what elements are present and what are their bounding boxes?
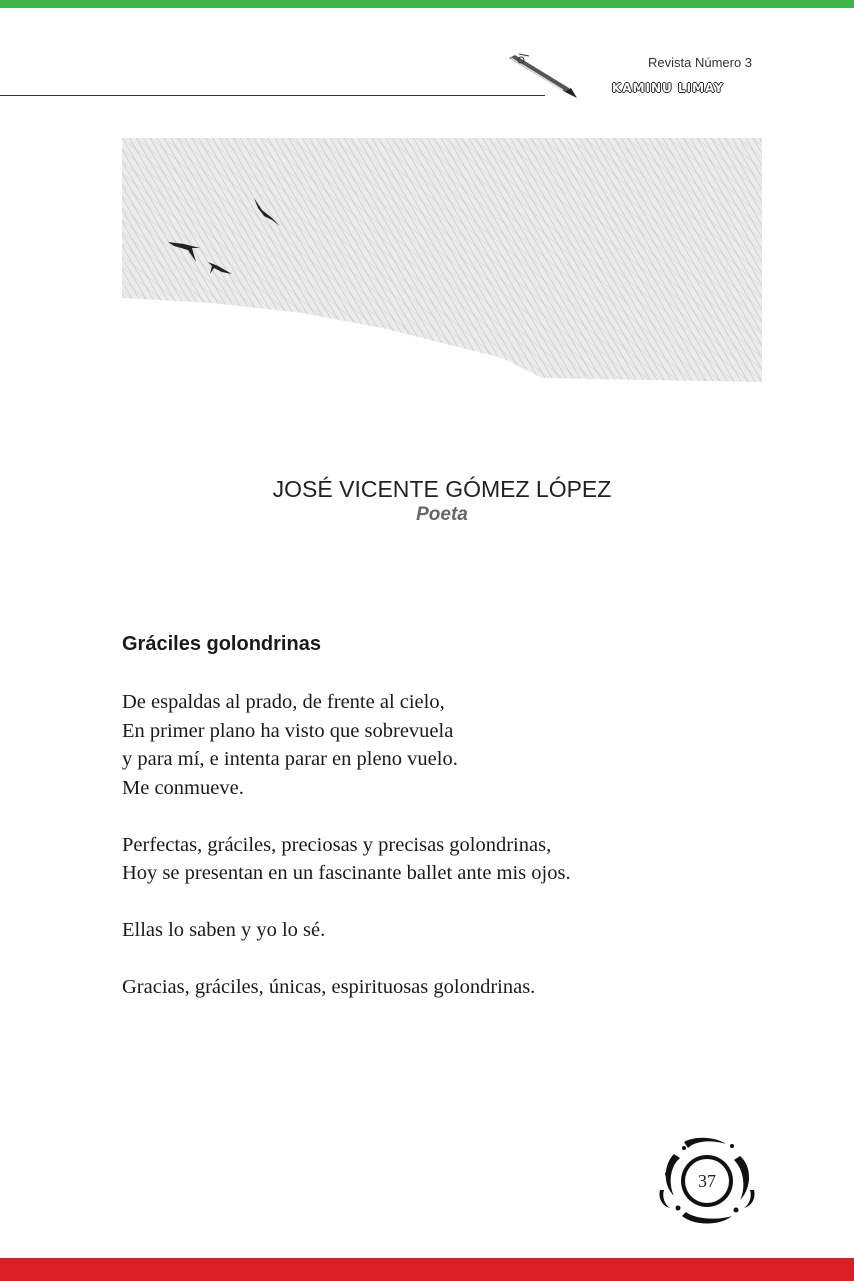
verse-line: Perfectas, gráciles, preciosas y precisas golondrinas, <box>122 833 552 856</box>
stanza <box>122 973 742 1002</box>
poem-body <box>122 688 742 1030</box>
stanza <box>122 916 742 945</box>
author-name: JOSÉ VICENTE GÓMEZ LÓPEZ <box>272 476 612 502</box>
stanza <box>122 688 742 802</box>
stanza <box>122 831 742 888</box>
bottom-accent-bar <box>0 1258 854 1281</box>
verse-line: Me conmueve. <box>122 776 244 799</box>
verse-line: En primer plano ha visto que sobrevuela <box>122 719 454 742</box>
verse-line: De espaldas al prado, de frente al cielo, <box>122 691 445 713</box>
fountain-pen-icon <box>505 52 581 100</box>
author-role: Poeta <box>416 504 468 525</box>
issue-label: Revista Número 3 <box>648 55 753 70</box>
magazine-brand: KAMINU LIMAY <box>612 81 724 95</box>
verse-line: y para mí, e intenta parar en pleno vuelo. <box>122 748 458 770</box>
verse-line: Hoy se presentan en un fascinante ballet ante mis ojos. <box>122 862 571 884</box>
top-accent-bar <box>0 0 854 8</box>
header-rule <box>0 95 545 96</box>
poem-title: Gráciles golondrinas <box>122 633 321 655</box>
verse-line: Ellas lo saben y yo lo sé. <box>122 919 326 941</box>
verse-line: Gracias, gráciles, únicas, espirituosas golondrinas. <box>122 976 536 998</box>
page-number: 37 <box>698 1171 716 1191</box>
swallows-sky-illustration <box>122 138 762 382</box>
